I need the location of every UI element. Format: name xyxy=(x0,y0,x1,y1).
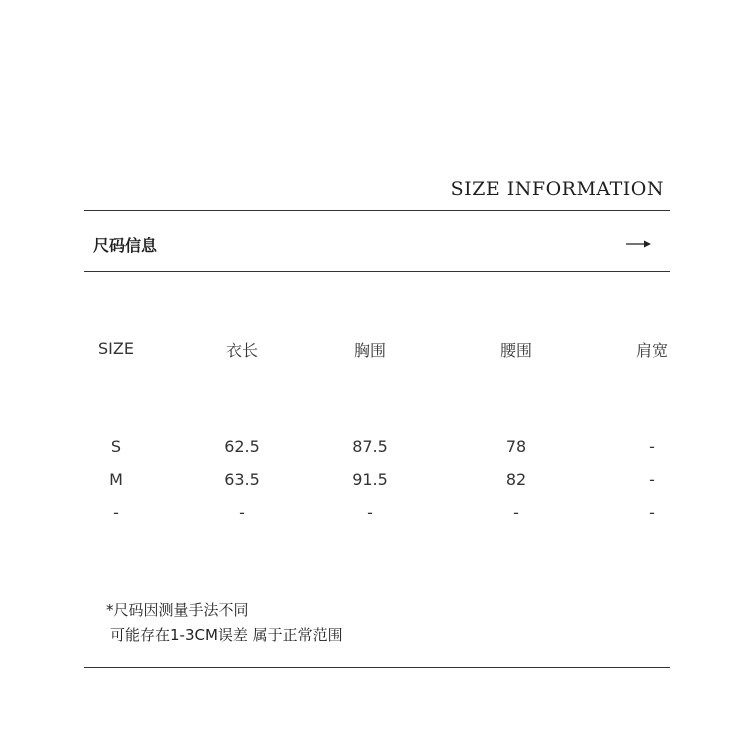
length-cell: 62.5 xyxy=(224,437,260,456)
chest-cell: 87.5 xyxy=(352,437,388,456)
waist-cell: 82 xyxy=(505,470,527,489)
column-header-waist: 腰围 xyxy=(499,341,532,360)
bottom-divider xyxy=(84,667,670,668)
shoulder-cell: - xyxy=(649,437,655,456)
size-cell: S xyxy=(110,437,122,456)
size-cell: M xyxy=(109,470,123,489)
chest-cell: 91.5 xyxy=(352,470,388,489)
top-divider xyxy=(84,210,670,211)
length-cell: 63.5 xyxy=(224,470,260,489)
tolerance-note: 可能存在1-3CM误差 属于正常范围 xyxy=(110,626,343,644)
column-header-size: SIZE xyxy=(98,339,134,358)
waist-cell: - xyxy=(513,503,519,522)
right-arrow-icon xyxy=(626,237,652,251)
column-header-shoulder: 肩宽 xyxy=(635,341,668,360)
column-header-chest: 胸围 xyxy=(353,341,386,360)
column-header-length: 衣长 xyxy=(225,341,258,360)
size-cell: - xyxy=(113,503,119,522)
size-title-cn: 尺码信息 xyxy=(93,236,158,255)
length-cell: - xyxy=(239,503,245,522)
waist-cell: 78 xyxy=(505,437,527,456)
middle-divider xyxy=(84,271,670,272)
chest-cell: - xyxy=(367,503,373,522)
size-title-en: SIZE INFORMATION xyxy=(450,178,664,200)
shoulder-cell: - xyxy=(649,503,655,522)
shoulder-cell: - xyxy=(649,470,655,489)
measurement-note: *尺码因测量手法不同 xyxy=(106,601,249,619)
